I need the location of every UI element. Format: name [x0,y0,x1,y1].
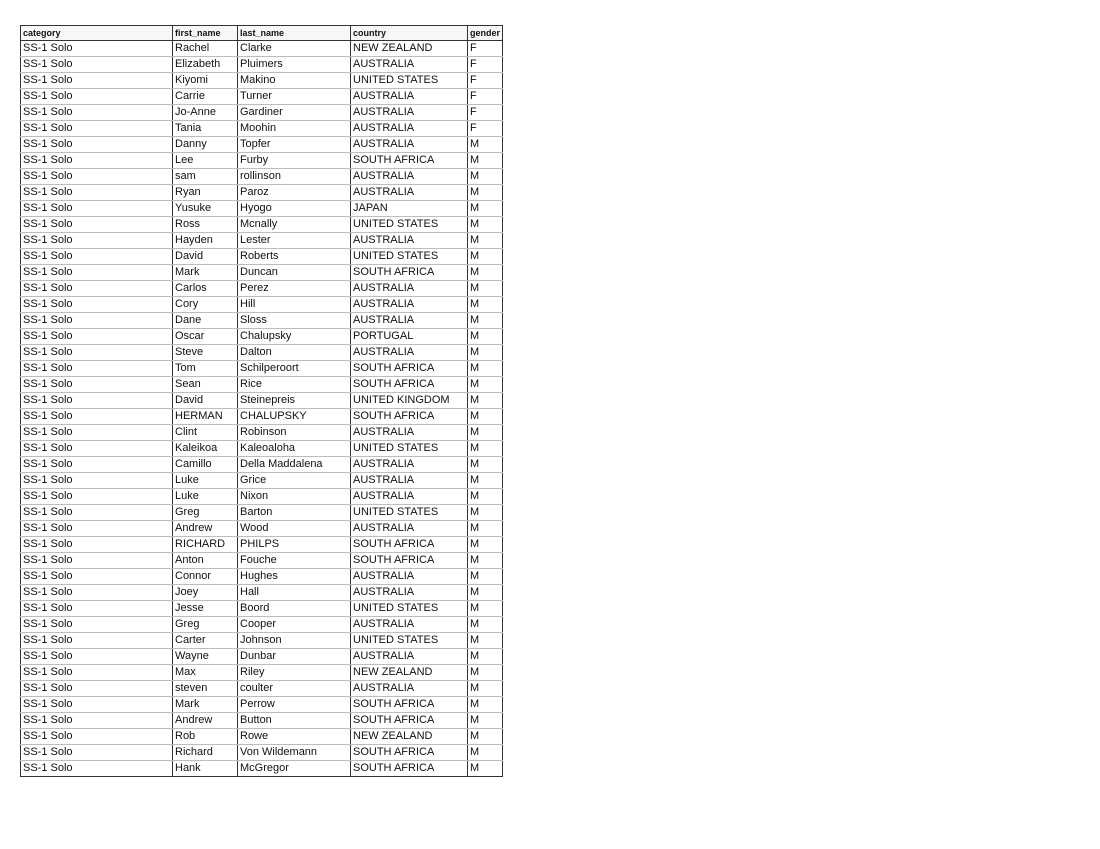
cell-first-name: Hank [173,761,238,777]
table-row [21,57,503,73]
cell-last-name: PHILPS [238,537,351,553]
table-row [21,457,503,473]
cell-gender: M [468,409,503,425]
cell-first-name: HERMAN [173,409,238,425]
header-row [21,26,503,41]
cell-last-name: Boord [238,601,351,617]
table-row [21,601,503,617]
table-row [21,617,503,633]
cell-last-name: Nixon [238,489,351,505]
cell-country: AUSTRALIA [351,105,468,121]
cell-category: SS-1 Solo [21,745,173,761]
cell-country: SOUTH AFRICA [351,745,468,761]
cell-last-name: Rowe [238,729,351,745]
cell-country: PORTUGAL [351,329,468,345]
cell-first-name: sam [173,169,238,185]
table-row [21,313,503,329]
table-row [21,761,503,777]
table-row [21,73,503,89]
cell-last-name: Button [238,713,351,729]
cell-gender: F [468,105,503,121]
table-row [21,633,503,649]
cell-category: SS-1 Solo [21,361,173,377]
cell-country: AUSTRALIA [351,425,468,441]
cell-country: AUSTRALIA [351,473,468,489]
cell-country: SOUTH AFRICA [351,553,468,569]
cell-gender: M [468,633,503,649]
cell-country: AUSTRALIA [351,185,468,201]
cell-first-name: Max [173,665,238,681]
cell-gender: M [468,185,503,201]
cell-gender: M [468,601,503,617]
cell-first-name: Tom [173,361,238,377]
cell-country: SOUTH AFRICA [351,713,468,729]
cell-last-name: Cooper [238,617,351,633]
cell-country: AUSTRALIA [351,57,468,73]
cell-category: SS-1 Solo [21,585,173,601]
cell-first-name: Joey [173,585,238,601]
cell-first-name: Carlos [173,281,238,297]
cell-first-name: steven [173,681,238,697]
cell-first-name: Rob [173,729,238,745]
table-row [21,137,503,153]
cell-gender: M [468,313,503,329]
cell-last-name: Robinson [238,425,351,441]
cell-category: SS-1 Solo [21,665,173,681]
column-header-first-name: first_name [173,26,238,41]
cell-category: SS-1 Solo [21,681,173,697]
cell-country: JAPAN [351,201,468,217]
cell-category: SS-1 Solo [21,537,173,553]
cell-gender: M [468,169,503,185]
cell-first-name: Andrew [173,521,238,537]
cell-first-name: Hayden [173,233,238,249]
cell-last-name: Pluimers [238,57,351,73]
cell-country: AUSTRALIA [351,489,468,505]
table-row [21,489,503,505]
cell-gender: M [468,745,503,761]
cell-first-name: Danny [173,137,238,153]
cell-gender: M [468,729,503,745]
cell-last-name: rollinson [238,169,351,185]
cell-last-name: Schilperoort [238,361,351,377]
cell-category: SS-1 Solo [21,345,173,361]
table-row [21,569,503,585]
cell-category: SS-1 Solo [21,505,173,521]
cell-category: SS-1 Solo [21,297,173,313]
cell-last-name: Rice [238,377,351,393]
cell-first-name: Yusuke [173,201,238,217]
table-header [21,26,503,41]
table-row [21,185,503,201]
cell-first-name: Tania [173,121,238,137]
cell-country: UNITED STATES [351,505,468,521]
cell-last-name: Moohin [238,121,351,137]
cell-first-name: Clint [173,425,238,441]
table-row [21,377,503,393]
table-row [21,153,503,169]
cell-first-name: Mark [173,265,238,281]
cell-country: NEW ZEALAND [351,41,468,57]
cell-category: SS-1 Solo [21,441,173,457]
cell-category: SS-1 Solo [21,281,173,297]
table-row [21,345,503,361]
cell-gender: M [468,537,503,553]
cell-first-name: Jesse [173,601,238,617]
cell-last-name: Johnson [238,633,351,649]
cell-gender: F [468,89,503,105]
cell-category: SS-1 Solo [21,489,173,505]
cell-category: SS-1 Solo [21,729,173,745]
cell-category: SS-1 Solo [21,697,173,713]
cell-country: SOUTH AFRICA [351,697,468,713]
cell-last-name: Paroz [238,185,351,201]
cell-country: SOUTH AFRICA [351,265,468,281]
cell-gender: M [468,761,503,777]
cell-country: UNITED STATES [351,601,468,617]
cell-category: SS-1 Solo [21,57,173,73]
cell-category: SS-1 Solo [21,569,173,585]
cell-gender: M [468,217,503,233]
cell-category: SS-1 Solo [21,553,173,569]
table-row [21,521,503,537]
cell-last-name: Fouche [238,553,351,569]
cell-country: AUSTRALIA [351,345,468,361]
cell-first-name: Greg [173,505,238,521]
cell-first-name: Carter [173,633,238,649]
cell-category: SS-1 Solo [21,377,173,393]
cell-first-name: Oscar [173,329,238,345]
cell-first-name: Steve [173,345,238,361]
cell-category: SS-1 Solo [21,153,173,169]
cell-category: SS-1 Solo [21,409,173,425]
cell-country: UNITED STATES [351,441,468,457]
cell-country: SOUTH AFRICA [351,361,468,377]
cell-category: SS-1 Solo [21,137,173,153]
cell-country: AUSTRALIA [351,585,468,601]
table-row [21,393,503,409]
cell-category: SS-1 Solo [21,761,173,777]
cell-gender: M [468,457,503,473]
cell-country: AUSTRALIA [351,169,468,185]
table-row [21,217,503,233]
cell-last-name: Furby [238,153,351,169]
cell-first-name: Cory [173,297,238,313]
cell-category: SS-1 Solo [21,473,173,489]
cell-last-name: Sloss [238,313,351,329]
table-body [21,41,503,777]
cell-gender: M [468,713,503,729]
cell-country: AUSTRALIA [351,569,468,585]
cell-category: SS-1 Solo [21,249,173,265]
cell-first-name: Kiyomi [173,73,238,89]
cell-first-name: Wayne [173,649,238,665]
cell-gender: M [468,473,503,489]
cell-country: UNITED STATES [351,217,468,233]
column-header-category: category [21,26,173,41]
cell-gender: F [468,121,503,137]
cell-country: AUSTRALIA [351,617,468,633]
cell-country: NEW ZEALAND [351,729,468,745]
cell-category: SS-1 Solo [21,329,173,345]
table-row [21,265,503,281]
table-row [21,249,503,265]
cell-category: SS-1 Solo [21,233,173,249]
cell-category: SS-1 Solo [21,169,173,185]
cell-gender: M [468,137,503,153]
cell-last-name: Perrow [238,697,351,713]
cell-country: NEW ZEALAND [351,665,468,681]
table-row [21,121,503,137]
cell-first-name: David [173,249,238,265]
cell-country: SOUTH AFRICA [351,761,468,777]
cell-last-name: Roberts [238,249,351,265]
cell-country: AUSTRALIA [351,681,468,697]
cell-category: SS-1 Solo [21,185,173,201]
cell-last-name: Makino [238,73,351,89]
cell-last-name: Von Wildemann [238,745,351,761]
cell-gender: M [468,281,503,297]
cell-country: SOUTH AFRICA [351,409,468,425]
cell-first-name: Camillo [173,457,238,473]
cell-category: SS-1 Solo [21,73,173,89]
cell-gender: F [468,57,503,73]
cell-country: AUSTRALIA [351,649,468,665]
table-row [21,297,503,313]
cell-gender: M [468,425,503,441]
cell-country: AUSTRALIA [351,137,468,153]
cell-first-name: Andrew [173,713,238,729]
table-row [21,553,503,569]
cell-first-name: Sean [173,377,238,393]
cell-last-name: Kaleoaloha [238,441,351,457]
cell-gender: M [468,361,503,377]
cell-gender: M [468,521,503,537]
table-row [21,361,503,377]
cell-country: AUSTRALIA [351,521,468,537]
table-row [21,473,503,489]
cell-first-name: Ryan [173,185,238,201]
cell-first-name: Carrie [173,89,238,105]
cell-gender: M [468,489,503,505]
cell-country: AUSTRALIA [351,281,468,297]
table-row [21,585,503,601]
cell-last-name: Duncan [238,265,351,281]
table-row [21,41,503,57]
cell-last-name: Gardiner [238,105,351,121]
cell-first-name: RICHARD [173,537,238,553]
cell-first-name: Elizabeth [173,57,238,73]
cell-last-name: CHALUPSKY [238,409,351,425]
cell-first-name: Lee [173,153,238,169]
table-row [21,745,503,761]
cell-country: AUSTRALIA [351,121,468,137]
column-header-gender: gender [468,26,503,41]
cell-category: SS-1 Solo [21,41,173,57]
cell-country: AUSTRALIA [351,297,468,313]
cell-gender: M [468,697,503,713]
cell-category: SS-1 Solo [21,313,173,329]
cell-gender: M [468,249,503,265]
table-row [21,201,503,217]
cell-gender: M [468,329,503,345]
cell-last-name: Steinepreis [238,393,351,409]
cell-gender: M [468,377,503,393]
cell-gender: M [468,681,503,697]
table-row [21,697,503,713]
cell-category: SS-1 Solo [21,713,173,729]
table-row [21,665,503,681]
table-row [21,537,503,553]
table-row [21,681,503,697]
cell-gender: M [468,265,503,281]
table-row [21,105,503,121]
cell-last-name: McGregor [238,761,351,777]
cell-last-name: Wood [238,521,351,537]
table-row [21,729,503,745]
cell-category: SS-1 Solo [21,521,173,537]
cell-category: SS-1 Solo [21,425,173,441]
results-table [20,25,503,777]
table-row [21,409,503,425]
cell-category: SS-1 Solo [21,649,173,665]
cell-first-name: David [173,393,238,409]
table-row [21,505,503,521]
cell-country: UNITED KINGDOM [351,393,468,409]
cell-country: AUSTRALIA [351,457,468,473]
cell-last-name: Perez [238,281,351,297]
cell-last-name: Hyogo [238,201,351,217]
cell-last-name: Dalton [238,345,351,361]
cell-gender: M [468,617,503,633]
column-header-country: country [351,26,468,41]
cell-first-name: Richard [173,745,238,761]
cell-first-name: Luke [173,489,238,505]
cell-last-name: Della Maddalena [238,457,351,473]
table-row [21,89,503,105]
cell-gender: M [468,393,503,409]
cell-first-name: Anton [173,553,238,569]
cell-gender: M [468,585,503,601]
cell-last-name: Clarke [238,41,351,57]
cell-country: UNITED STATES [351,633,468,649]
cell-gender: M [468,665,503,681]
cell-category: SS-1 Solo [21,265,173,281]
cell-last-name: Hughes [238,569,351,585]
cell-last-name: Dunbar [238,649,351,665]
table-row [21,713,503,729]
cell-country: UNITED STATES [351,249,468,265]
cell-first-name: Rachel [173,41,238,57]
column-header-last-name: last_name [238,26,351,41]
table-row [21,281,503,297]
table-row [21,441,503,457]
cell-last-name: Mcnally [238,217,351,233]
cell-last-name: Hall [238,585,351,601]
cell-country: AUSTRALIA [351,89,468,105]
cell-first-name: Kaleikoa [173,441,238,457]
cell-last-name: Grice [238,473,351,489]
cell-first-name: Luke [173,473,238,489]
table-row [21,329,503,345]
cell-first-name: Ross [173,217,238,233]
cell-gender: M [468,233,503,249]
cell-gender: M [468,569,503,585]
cell-first-name: Jo-Anne [173,105,238,121]
cell-first-name: Dane [173,313,238,329]
cell-country: SOUTH AFRICA [351,537,468,553]
cell-last-name: Barton [238,505,351,521]
cell-last-name: Chalupsky [238,329,351,345]
cell-category: SS-1 Solo [21,89,173,105]
cell-gender: M [468,553,503,569]
cell-first-name: Connor [173,569,238,585]
cell-gender: M [468,649,503,665]
cell-gender: M [468,297,503,313]
table-row [21,233,503,249]
cell-gender: M [468,441,503,457]
cell-category: SS-1 Solo [21,105,173,121]
cell-last-name: Topfer [238,137,351,153]
cell-country: SOUTH AFRICA [351,153,468,169]
cell-category: SS-1 Solo [21,457,173,473]
cell-gender: M [468,505,503,521]
cell-category: SS-1 Solo [21,217,173,233]
cell-gender: F [468,41,503,57]
cell-gender: M [468,201,503,217]
cell-gender: F [468,73,503,89]
cell-gender: M [468,153,503,169]
cell-country: AUSTRALIA [351,313,468,329]
cell-last-name: Hill [238,297,351,313]
cell-category: SS-1 Solo [21,601,173,617]
cell-category: SS-1 Solo [21,201,173,217]
cell-last-name: Turner [238,89,351,105]
cell-category: SS-1 Solo [21,617,173,633]
table-row [21,425,503,441]
cell-country: SOUTH AFRICA [351,377,468,393]
table-row [21,649,503,665]
table-row [21,169,503,185]
cell-last-name: Riley [238,665,351,681]
cell-country: UNITED STATES [351,73,468,89]
cell-category: SS-1 Solo [21,121,173,137]
cell-first-name: Greg [173,617,238,633]
cell-first-name: Mark [173,697,238,713]
cell-gender: M [468,345,503,361]
cell-country: AUSTRALIA [351,233,468,249]
cell-last-name: coulter [238,681,351,697]
cell-category: SS-1 Solo [21,393,173,409]
cell-category: SS-1 Solo [21,633,173,649]
cell-last-name: Lester [238,233,351,249]
